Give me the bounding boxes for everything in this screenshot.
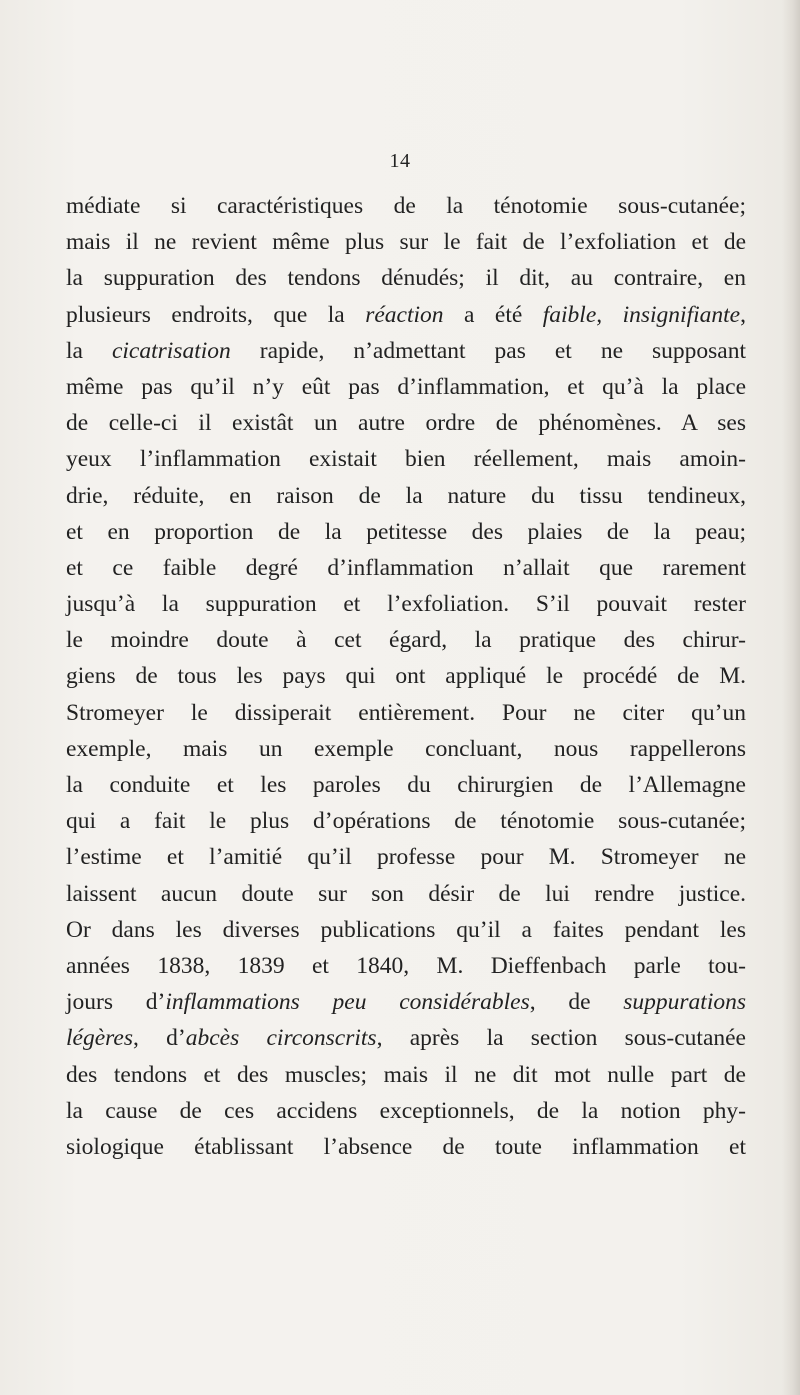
- text-segment: giens de tous les pays qui ont appliqué le procédé de M.: [66, 663, 746, 690]
- text-segment: jusqu’à la suppuration et l’exfoliation. S’il pouvait rester: [66, 591, 746, 618]
- text-line: [66, 1020, 746, 1056]
- text-line: [66, 333, 746, 369]
- text-line: [66, 839, 746, 875]
- text-line: [66, 767, 746, 803]
- italic-text: réaction: [365, 301, 444, 328]
- text-line: [66, 297, 746, 333]
- text-segment: des tendons et des muscles; mais il ne dit mot nulle part de: [66, 1061, 746, 1088]
- text-line: [66, 478, 746, 514]
- text-segment: qui a fait le plus d’opérations de ténotomie sous-cutanée;: [66, 808, 746, 835]
- text-segment: yeux l’inflammation existait bien réellement, mais amoin-: [66, 446, 746, 473]
- italic-text: faible, insignifiante: [542, 301, 741, 328]
- text-line: [66, 622, 746, 658]
- text-segment: la suppuration des tendons dénudés; il dit, au contraire, en: [66, 265, 746, 292]
- text-line: [66, 441, 746, 477]
- text-segment: et en proportion de la petitesse des plaies de la peau;: [66, 518, 746, 545]
- text-line: [66, 514, 746, 550]
- text-segment: exemple, mais un exemple concluant, nous rappellerons: [66, 735, 746, 762]
- text-line: [66, 912, 746, 948]
- italic-text: inflammations peu considérables: [165, 989, 530, 1016]
- text-line: [66, 550, 746, 586]
- text-segment: et ce faible degré d’inflammation n’allait que rarement: [66, 554, 746, 581]
- text-segment: jours d’: [66, 989, 166, 1016]
- text-segment: de celle-ci il existât un autre ordre de phénomènes. A ses: [66, 410, 746, 437]
- text-segment: l’estime et l’amitié qu’il professe pour M. Stromeyer ne: [66, 844, 746, 871]
- page-number: 14: [389, 150, 411, 172]
- text-segment: la cause de ces accidens exceptionnels, de la notion phy-: [66, 1097, 746, 1124]
- page-edge-shadow: [782, 0, 800, 1395]
- text-line: [66, 876, 746, 912]
- text-segment: rapide, n’admettant pas et ne supposant: [230, 337, 746, 364]
- text-line: [66, 984, 746, 1020]
- text-segment: la: [66, 337, 112, 364]
- text-line: [66, 586, 746, 622]
- italic-text: suppurations: [623, 989, 747, 1016]
- italic-text: cicatrisation: [111, 337, 231, 364]
- text-segment: , après la section sous-cutanée: [376, 1025, 746, 1052]
- text-line: [66, 260, 746, 296]
- text-segment: le moindre doute à cet égard, la pratique des chirur-: [66, 627, 746, 654]
- text-line: [66, 803, 746, 839]
- text-segment: médiate si caractéristiques de la ténotomie sous-cutanée;: [66, 193, 746, 219]
- text-line: [66, 948, 746, 984]
- text-segment: Or dans les diverses publications qu’il a faites pendant les: [66, 916, 746, 943]
- text-segment: mais il ne revient même plus sur le fait de l’exfoliation et de: [66, 229, 746, 256]
- italic-text: abcès circonscrits: [185, 1025, 377, 1052]
- text-segment: la conduite et les paroles du chirurgien de l’Allemagne: [66, 772, 746, 798]
- text-line: [66, 224, 746, 260]
- text-line: [66, 405, 746, 441]
- text-segment: laissent aucun doute sur son désir de lui rendre justice.: [66, 880, 746, 907]
- text-segment: , de: [529, 989, 624, 1016]
- text-segment: drie, réduite, en raison de la nature du tissu tendineux,: [66, 482, 746, 509]
- text-segment: même pas qu’il n’y eût pas d’inflammation, et qu’à la place: [66, 373, 746, 400]
- text-segment: plusieurs endroits, que la: [66, 301, 366, 328]
- text-segment: siologique établissant l’absence de toute inflammation et: [66, 1133, 746, 1160]
- text-segment: années 1838, 1839 et 1840, M. Dieffenbach parle tou-: [66, 952, 746, 979]
- text-line: [66, 1129, 746, 1165]
- text-line: [66, 1057, 746, 1093]
- text-line: [66, 658, 746, 694]
- text-line: [66, 731, 746, 767]
- text-segment: ,: [740, 301, 746, 328]
- text-line: [66, 369, 746, 405]
- text-line: [66, 695, 746, 731]
- italic-text: légères: [66, 1025, 133, 1052]
- text-line: [66, 188, 746, 224]
- text-segment: Stromeyer le dissiperait entièrement. Pour ne citer qu’un: [66, 699, 746, 726]
- body-text: [66, 188, 746, 1165]
- text-line: [66, 1093, 746, 1129]
- text-segment: a été: [443, 301, 543, 328]
- text-segment: , d’: [133, 1025, 186, 1052]
